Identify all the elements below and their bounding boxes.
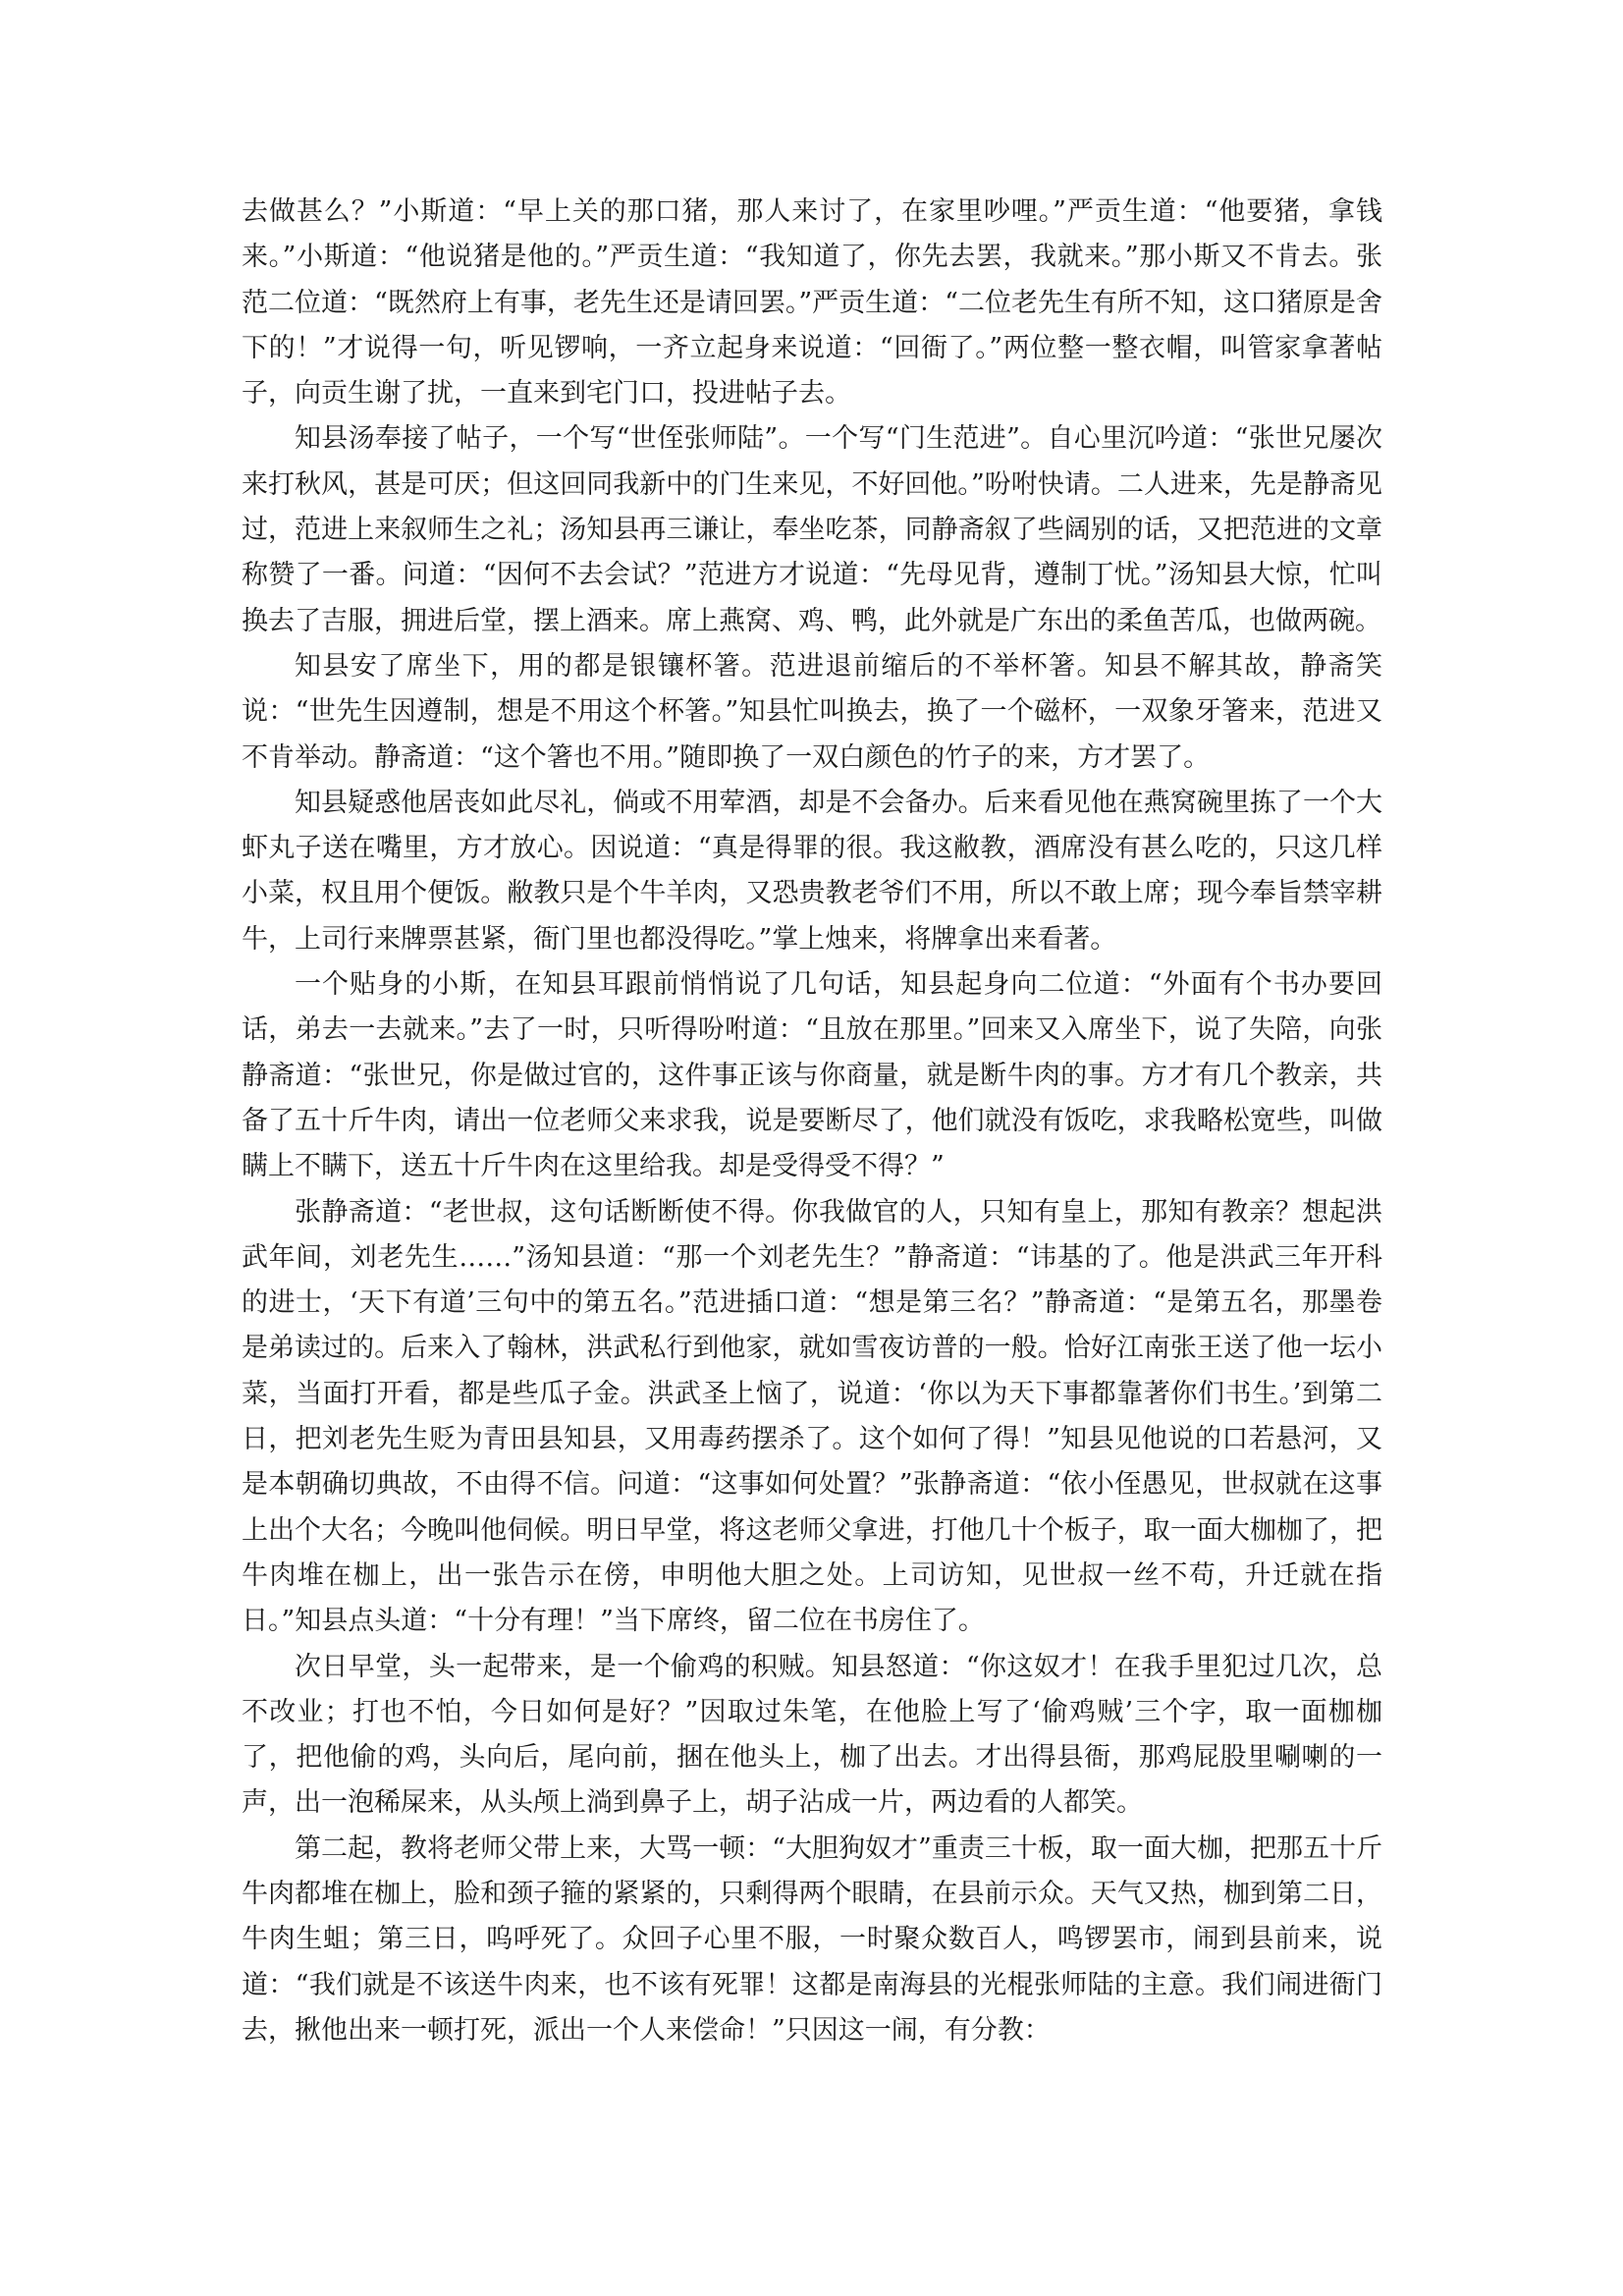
paragraph: 张静斋道：“老世叔，这句话断断使不得。你我做官的人，只知有皇上，那知有教亲？想起洪武年间，刘老先生……”汤知县道：“那一个刘老先生？”静斋道：“讳基的了。他是洪武三年开科的进士，‘天下有道’三句中的第五名。”范进插口道：“想是第三名？”静斋道：“是第五名，那墨卷是弟读过的。后来入了翰林，洪武私行到他家，就如雪夜访普的一般。恰好江南张王送了他一坛小菜，当面打开看，都是些瓜子金。洪武圣上恼了，说道：‘你以为天下事都靠著你们书生。’到第二日，把刘老先生贬为青田县知县，又用毒药摆杀了。这个如何了得！”知县见他说的口若悬河，又是本朝确切典故，不由得不信。问道：“这事如何处置？”张静斋道：“依小侄愚见，世叔就在这事上出个大名；今晚叫他伺候。明日早堂，将这老师父拿进，打他几十个板子，取一面大枷枷了，把牛肉堆在枷上，出一张告示在傍，申明他大胆之处。上司访知，见世叔一丝不苟，升迁就在指日。”知县点头道：“十分有理！”当下席终，留二位在书房住了。	[242, 1196, 1382, 1637]
paragraph: 一个贴身的小斯，在知县耳跟前悄悄说了几句话，知县起身向二位道：“外面有个书办要回话，弟去一去就来。”去了一时，只听得吩咐道：“且放在那里。”回来又入席坐下，说了失陪，向张静斋道：“张世兄，你是做过官的，这件事正该与你商量，就是断牛肉的事。方才有几个教亲，共备了五十斤牛肉，请出一位老师父来求我，说是要断尽了，他们就没有饭吃，求我略松宽些，叫做瞒上不瞒下，送五十斤牛肉在这里给我。却是受得受不得？”	[242, 969, 1382, 1182]
paragraph: 知县安了席坐下，用的都是银镶杯箸。范进退前缩后的不举杯箸。知县不解其故，静斋笑说：“世先生因遵制，想是不用这个杯箸。”知县忙叫换去，换了一个磁杯，一双象牙箸来，范进又不肯举动。静斋道：“这个箸也不用。”随即换了一双白颜色的竹子的来，方才罢了。	[242, 650, 1382, 773]
paragraph: 去做甚么？”小斯道：“早上关的那口猪，那人来讨了，在家里吵哩。”严贡生道：“他要猪，拿钱来。”小斯道：“他说猪是他的。”严贡生道：“我知道了，你先去罢，我就来。”那小斯又不肯去。张范二位道：“既然府上有事，老先生还是请回罢。”严贡生道：“二位老先生有所不知，这口猪原是舍下的！”才说得一句，听见锣响，一齐立起身来说道：“回衙了。”两位整一整衣帽，叫管家拿著帖子，向贡生谢了扰，一直来到宅门口，投进帖子去。	[242, 196, 1382, 410]
document-body	[242, 190, 1382, 2053]
paragraph: 知县汤奉接了帖子，一个写“世侄张师陆”。一个写“门生范进”。自心里沉吟道：“张世兄屡次来打秋风，甚是可厌；但这回同我新中的门生来见，不好回他。”吩咐快请。二人进来，先是静斋见过，范进上来叙师生之礼；汤知县再三谦让，奉坐吃茶，同静斋叙了些阔别的话，又把范进的文章称赞了一番。问道：“因何不去会试？”范进方才说道：“先母见背，遵制丁忧。”汤知县大惊，忙叫换去了吉服，拥进后堂，摆上酒来。席上燕窝、鸡、鸭，此外就是广东出的柔鱼苦瓜，也做两碗。	[242, 423, 1382, 636]
paragraph: 知县疑惑他居丧如此尽礼，倘或不用荤酒，却是不会备办。后来看见他在燕窝碗里拣了一个大虾丸子送在嘴里，方才放心。因说道：“真是得罪的很。我这敝教，酒席没有甚么吃的，只这几样小菜，权且用个便饭。敝教只是个牛羊肉，又恐贵教老爷们不用，所以不敢上席；现今奉旨禁宰耕牛，上司行来牌票甚紧，衙门里也都没得吃。”掌上烛来，将牌拿出来看著。	[242, 787, 1382, 955]
paragraph: 次日早堂，头一起带来，是一个偷鸡的积贼。知县怒道：“你这奴才！在我手里犯过几次，总不改业；打也不怕，今日如何是好？”因取过朱笔，在他脸上写了‘偷鸡贼’三个字，取一面枷枷了，把他偷的鸡，头向后，尾向前，捆在他头上，枷了出去。才出得县衙，那鸡屁股里唰喇的一声，出一泡稀屎来，从头颅上淌到鼻子上，胡子沾成一片，两边看的人都笑。	[242, 1651, 1382, 1819]
paragraph: 第二起，教将老师父带上来，大骂一顿：“大胆狗奴才”重责三十板，取一面大枷，把那五十斤牛肉都堆在枷上，脸和颈子箍的紧紧的，只剩得两个眼睛，在县前示众。天气又热，枷到第二日，牛肉生蛆；第三日，呜呼死了。众回子心里不服，一时聚众数百人，鸣锣罢市，闹到县前来，说道：“我们就是不该送牛肉来，也不该有死罪！这都是南海县的光棍张师陆的主意。我们闹进衙门去，揪他出来一顿打死，派出一个人来偿命！”只因这一闹，有分教：	[242, 1832, 1382, 2046]
